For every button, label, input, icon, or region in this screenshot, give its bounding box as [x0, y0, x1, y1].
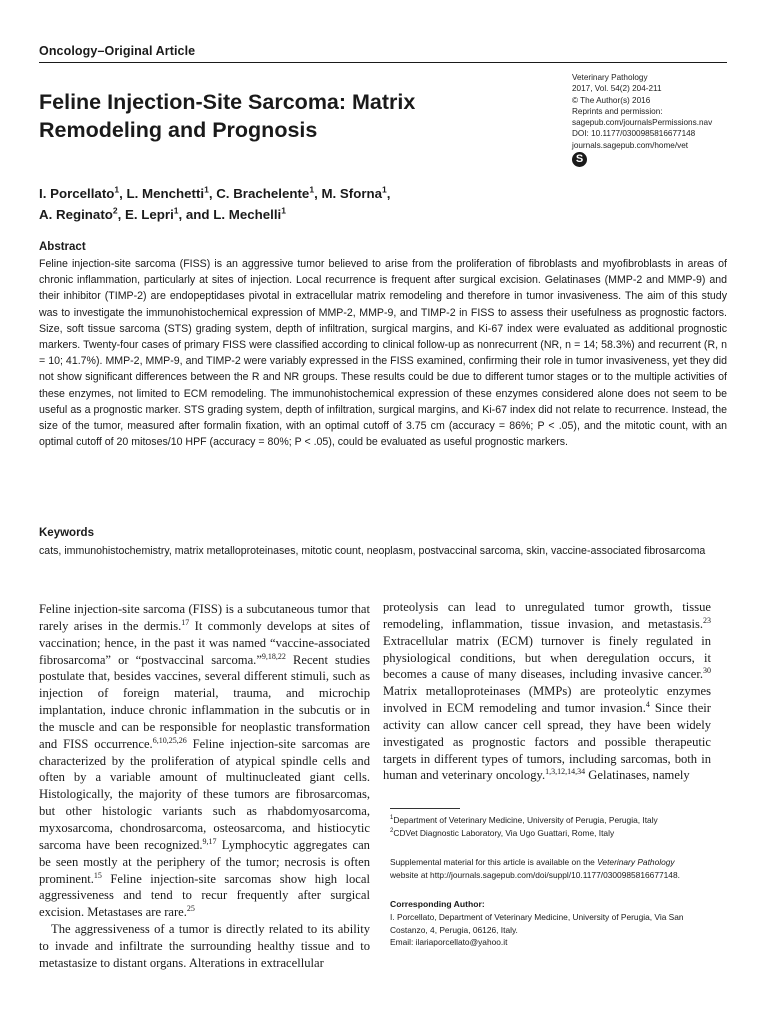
- title-line-1: Feline Injection-Site Sarcoma: Matrix: [39, 90, 416, 114]
- body-column-right: [383, 599, 711, 784]
- body-column-left: [39, 601, 370, 972]
- citation-ref[interactable]: 9,18,22: [261, 651, 286, 661]
- author: C. Brachelente: [216, 186, 310, 201]
- author-affiliation-mark: 2: [112, 205, 118, 216]
- affiliation-2: CDVet Diagnostic Laboratory, Via Ugo Guattari, Rome, Italy: [393, 827, 615, 838]
- author-affiliation-mark: 1: [173, 205, 179, 216]
- body-paragraph: The aggressiveness of a tumor is directly related to its ability to invade and infiltrate the surrounding healthy tissue and to metastasize to distant organs. Alterations in extracellular: [39, 922, 370, 970]
- citation-ref[interactable]: 1,3,12,14,34: [545, 767, 586, 777]
- copyright-notice: © The Author(s) 2016: [572, 95, 651, 105]
- supplemental-footnote: Supplemental material for this article is available on the Veterinary Pathology website at http://journals.sagepub.com/doi/suppl/10.1177/0300985816677148.: [390, 856, 735, 881]
- title-line-2: Remodeling and Prognosis: [39, 118, 318, 142]
- abstract-text: Feline injection-site sarcoma (FISS) is an aggressive tumor believed to arise from the proliferation of fibroblasts and myofibroblasts in areas of chronic inflammation, particularly at sites of injection. Local recurrence is frequent after surgical excision. Gelatinases (MMP-2 and MMP-9) and their inhibitor (TIMP-2) are endopeptidases pivotal in extracellular matrix remodeling and therefore in tumor invasiveness. The aim of this study was to investigate the immunohistochemical expression of MMP-2, MMP-9, and TIMP-2 in FISS to assess their usefulness as prognostic factors. Size, soft tissue sarcoma (STS) grading system, depth of infiltration, surgical margins, and Ki-67 index were evaluated as additional prognostic markers. Twenty-four cases of primary FISS were classified according to clinical follow-up as nonrecurrent (NR, n = 14; 58.3%) and recurrent (R, n = 10; 41.7%). MMP-2, MMP-9, and TIMP-2 were variably expressed in the FISS examined, confirming their role in tumor invasiveness, yet they did not show significant differences between the R and NR groups. These results could be due to different tumor stages or to the multiple activities of these enzymes, not limited to ECM remodeling. The immunohistochemical expression of these enzymes considered alone does not seem to be useful as a prognostic marker. STS grading system, depth of infiltration, surgical margins, and Ki-67 index did not relate to recurrence. Instead, the size of the tumor, measured after formalin fixation, with an optimal cutoff of 3.75 cm (accuracy = 86%; P < .05), and the mitotic count, with an optimal cutoff of 20 mitoses/10 HPF (accuracy = 80%; P < .05), could be evaluated as useful prognostic markers.: [39, 258, 727, 449]
- author-affiliation-mark: 1: [281, 205, 286, 216]
- journal-info: [572, 72, 742, 151]
- abstract-heading: Abstract: [39, 241, 86, 253]
- author: M. Sforna: [321, 186, 383, 201]
- keywords-text: cats, immunohistochemistry, matrix metalloproteinases, mitotic count, neoplasm, postvaccinal sarcoma, skin, vaccine-associated fibrosarcoma: [39, 545, 706, 557]
- footnote-rule: [390, 808, 460, 809]
- citation-ref[interactable]: 25: [186, 904, 195, 913]
- author: I. Porcellato: [39, 186, 115, 201]
- supplemental-link[interactable]: website at http://journals.sagepub.com/doi/suppl/10.1177/0300985816677148.: [390, 869, 680, 880]
- article-title: [39, 88, 539, 144]
- doi[interactable]: DOI: 10.1177/0300985816677148: [572, 129, 696, 139]
- citation-ref[interactable]: 6,10,25,26: [152, 735, 187, 745]
- sage-logo-icon: S: [572, 152, 587, 167]
- author-affiliation-mark: 1: [204, 184, 209, 195]
- author-affiliation-mark: 1: [114, 184, 120, 195]
- citation-ref[interactable]: 4: [645, 699, 650, 709]
- corresponding-email[interactable]: Email: ilariaporcellato@yahoo.it: [390, 937, 508, 948]
- corresponding-author-details: I. Porcellato, Department of Veterinary Medicine, University of Perugia, Via San Costanzo, 4, Perugia, 06126, Italy. Email: ilariaporcellato@yahoo.it: [390, 911, 735, 949]
- permissions-link[interactable]: sagepub.com/journalsPermissions.nav: [572, 118, 713, 128]
- header-rule: [39, 62, 727, 63]
- section-label: Oncology–Original Article: [39, 44, 196, 58]
- journal-homepage-link[interactable]: journals.sagepub.com/home/vet: [572, 140, 689, 150]
- citation-ref[interactable]: 15: [93, 870, 102, 880]
- journal-name: Veterinary Pathology: [572, 73, 648, 82]
- citation-ref[interactable]: 17: [181, 617, 190, 627]
- reprints-label: Reprints and permission:: [572, 106, 663, 116]
- affiliation-1: Department of Veterinary Medicine, University of Perugia, Perugia, Italy: [393, 815, 658, 825]
- author: E. Lepri: [125, 207, 174, 222]
- citation-ref[interactable]: 9,17: [202, 836, 217, 846]
- corresponding-author-heading: Corresponding Author:: [390, 899, 485, 909]
- author-affiliation-mark: 1: [309, 184, 315, 195]
- author: L. Menchetti: [126, 186, 205, 201]
- keywords-heading: Keywords: [39, 527, 94, 539]
- journal-volume: 2017, Vol. 54(2) 204-211: [572, 84, 662, 94]
- journal-name-italic: Veterinary Pathology: [597, 857, 675, 867]
- body-paragraph: proteolysis can lead to unregulated tumor growth, tissue remodeling, inflammation, tissue invasion, and metastasis.$^{23}$ Extracellular matrix (ECM) turnover is finely regulated in physiological conditions, but when deregulation occurs, it becomes a cause of many diseases, including invasive cancer.$^{30}$ Matrix metalloproteinases (MMPs) are proteolytic enzymes involved in ECM remodeling and tumor invasion.$^4$ Since their activity can allow cancer cell spread, they have been widely investigated as prognostic factors and possible therapeutic targets in different types of tumors, including sarcomas, both in human and veterinary oncology.$^{1,3,12,14,34}$ Gelatinases, namely: [383, 600, 711, 783]
- author: L. Mechelli: [213, 207, 282, 222]
- citation-ref[interactable]: 23: [703, 615, 711, 625]
- citation-ref[interactable]: 30: [703, 666, 711, 676]
- body-paragraph: Feline injection-site sarcoma (FISS) is a subcutaneous tumor that rarely arises in the dermis.$^{17}$ It commonly develops at sites of vaccination; hence, in the past it was named “vaccine-associated fibrosarcoma” or “postvaccinal sarcoma.”$^{9,18,22}$ Recent studies postulate that, besides vaccines, several different stimuli, such as injection of foreign material, trauma, and microchip implantation, induce chronic inflammation in the subcutis or in the muscle and can be responsible for neoplastic transformation and FISS occurrence.$^{6,10,25,26}$ Feline injection-site sarcomas are characterized by the proliferation of atypical spindle cells and often by a variable amount of multinucleated giant cells. Histologically, the majority of these tumors are fibrosarcomas, but other histologic variants such as rhabdomyosarcoma, myxosarcoma, chondrosarcoma, osteosarcoma, and histiocytic sarcoma have been recognized.$^{9,17}$ Lymphocytic aggregates can be seen mostly at the periphery of the tumor; necrosis is often prominent.$^{15}$ Feline injection-site sarcomas show high local aggressiveness and tend to recur frequently after surgical excision. Metastases are rare.$^{25}$: [39, 602, 370, 920]
- author-affiliation-mark: 1: [382, 184, 387, 195]
- author: A. Reginato: [39, 207, 113, 222]
- author-list: I. Porcellato$^1$, L. Menchetti$^1$, C. Brachelente$^1$, M. Sforna$^1$, A. Reginato$^2$, E. Lepri$^1$, and L. Mechelli$^1$: [39, 184, 391, 222]
- affiliations-footnote: $^1$Department of Veterinary Medicine, University of Perugia, Perugia, Italy $^2$CDVet Diagnostic Laboratory, Via Ugo Guattari, Rome, Italy: [390, 815, 658, 838]
